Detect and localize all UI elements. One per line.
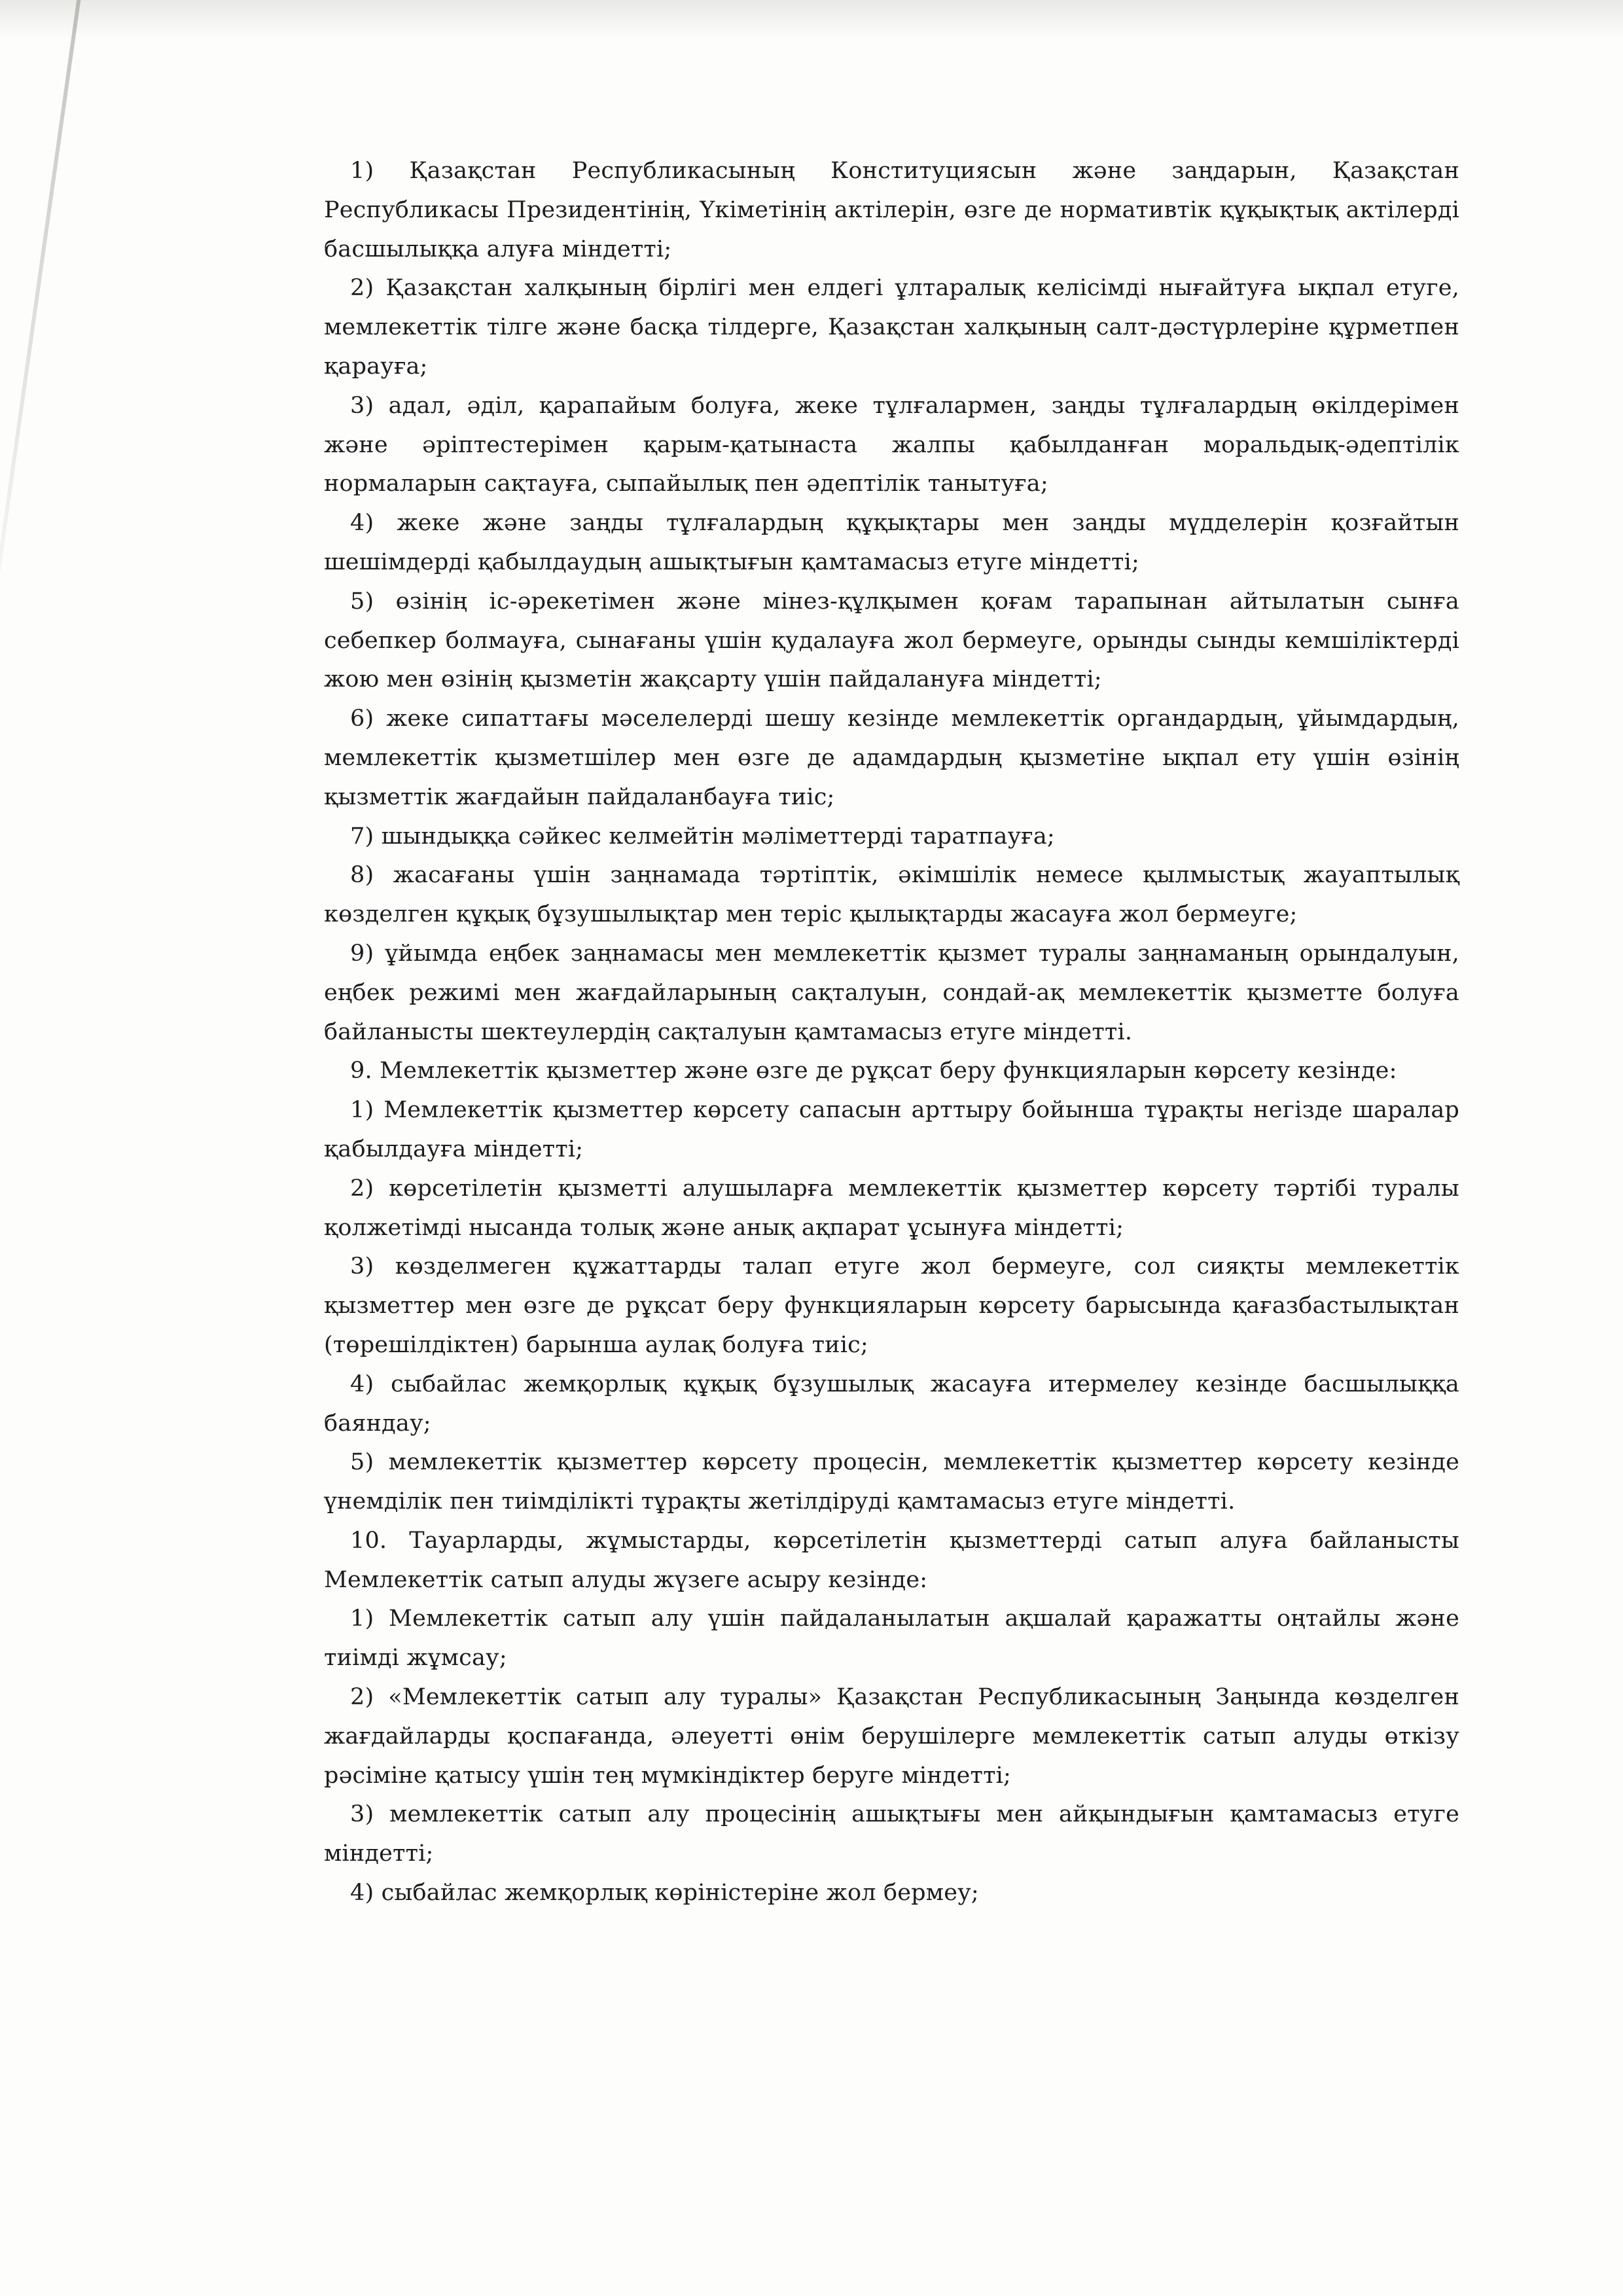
section-heading: 9. Мемлекеттік қызметтер және өзге де рұқсат беру функцияларын көрсету кезінде: [350, 1058, 1397, 1085]
paragraph: 5) мемлекеттік қызметтер көрсету процесін, мемлекеттік қызметтер көрсету кезінде үнемділік пен тиімділікті тұрақты жетілдіруді қамтамасыз етуге міндетті. [324, 1449, 1459, 1515]
paragraph: 1) Қазақстан Республикасының Конституциясын және заңдарын, Қазақстан Республикасы Президентінің, Үкіметінің актілерін, өзге де нормативтік құқықтық актілерді басшылыққа алуға міндетті; [324, 158, 1459, 262]
paragraph: 4) сыбайлас жемқорлық көріністеріне жол бермеу; [350, 1880, 979, 1907]
paragraph: 3) мемлекеттік сатып алу процесінің ашықтығы мен айқындығын қамтамасыз етуге міндетті; [324, 1801, 1459, 1867]
paragraph: 3) көзделмеген құжаттарды талап етуге жол бермеуге, сол сияқты мемлекеттік қызметтер мен өзге де рұқсат беру функцияларын көрсету барысында қағазбастылықтан (төрешілдіктен) барынша аулақ болуға тиіс; [324, 1253, 1459, 1358]
paragraph: 1) Мемлекеттік қызметтер көрсету сапасын арттыру бойынша тұрақты негізде шаралар қабылдауға міндетті; [324, 1097, 1459, 1162]
paragraph: 8) жасағаны үшін заңнамада тәртіптік, әкімшілік немесе қылмыстық жауаптылық көзделген құқық бұзушылықтар мен теріс қылықтарды жасауға жол бермеуге; [324, 862, 1459, 928]
scan-top-shadow [0, 0, 1623, 39]
paragraph: 2) Қазақстан халқының бірлігі мен елдегі ұлтаралық келісімді нығайтуға ықпал етуге, мемлекеттік тілге және басқа тілдерге, Қазақстан халқының салт-дәстүрлеріне құрметпен қарауға; [324, 275, 1459, 380]
paragraph: 4) жеке және заңды тұлғалардың құқықтары мен заңды мүдделерін қозғайтын шешімдерді қабылдаудың ашықтығын қамтамасыз етуге міндетті; [324, 510, 1459, 575]
paragraph: 5) өзінің іс-әрекетімен және мінез-құлқымен қоғам тарапынан айтылатын сынға себепкер болмауға, сынағаны үшін қудалауға жол бермеуге, орынды сынды кемшіліктерді жою мен өзінің қызметін жақсарту үшін пайдалануға міндетті; [324, 588, 1459, 693]
paragraph: 3) адал, әділ, қарапайым болуға, жеке тұлғалармен, заңды тұлғалардың өкілдерімен және әріптестерімен қарым-қатынаста жалпы қабылданған моральдық-әдептілік нормаларын сақтауға, сыпайылық пен әдептілік танытуға; [324, 392, 1459, 497]
paragraph: 4) сыбайлас жемқорлық құқық бұзушылық жасауға итермелеу кезінде басшылыққа баяндау; [324, 1371, 1459, 1437]
document-body [324, 152, 1459, 1913]
paragraph: 7) шындыққа сәйкес келмейтін мәліметтерді таратпауға; [350, 823, 1055, 850]
section-heading: 10. Тауарларды, жұмыстарды, көрсетілетін қызметтерді сатып алуға байланысты Мемлекеттік сатып алуды жүзеге асыру кезінде: [324, 1527, 1459, 1593]
paragraph: 1) Мемлекеттік сатып алу үшін пайдаланылатын ақшалай қаражатты оңтайлы және тиімді жұмсау; [324, 1605, 1459, 1672]
scan-streak-mark [0, 0, 82, 668]
paragraph: 2) «Мемлекеттік сатып алу туралы» Қазақстан Республикасының Заңында көзделген жағдайларды қоспағанда, әлеуетті өнім берушілерге мемлекеттік сатып алуды өткізу рәсіміне қатысу үшін тең мүмкіндіктер беруге міндетті; [324, 1684, 1459, 1789]
paragraph: 6) жеке сипаттағы мәселелерді шешу кезінде мемлекеттік органдардың, ұйымдардың, мемлекеттік қызметшілер мен өзге де адамдардың қызметіне ықпал ету үшін өзінің қызметтік жағдайын пайдаланбауға тиіс; [324, 706, 1459, 810]
paragraph: 9) ұйымда еңбек заңнамасы мен мемлекеттік қызмет туралы заңнаманың орындалуын, еңбек режимі мен жағдайларының сақталуын, сондай-ақ мемлекеттік қызметте болуға байланысты шектеулердің сақталуын қамтамасыз етуге міндетті. [324, 940, 1459, 1045]
paragraph: 2) көрсетілетін қызметті алушыларға мемлекеттік қызметтер көрсету тәртібі туралы қолжетімді нысанда толық және анық ақпарат ұсынуға міндетті; [324, 1175, 1459, 1241]
